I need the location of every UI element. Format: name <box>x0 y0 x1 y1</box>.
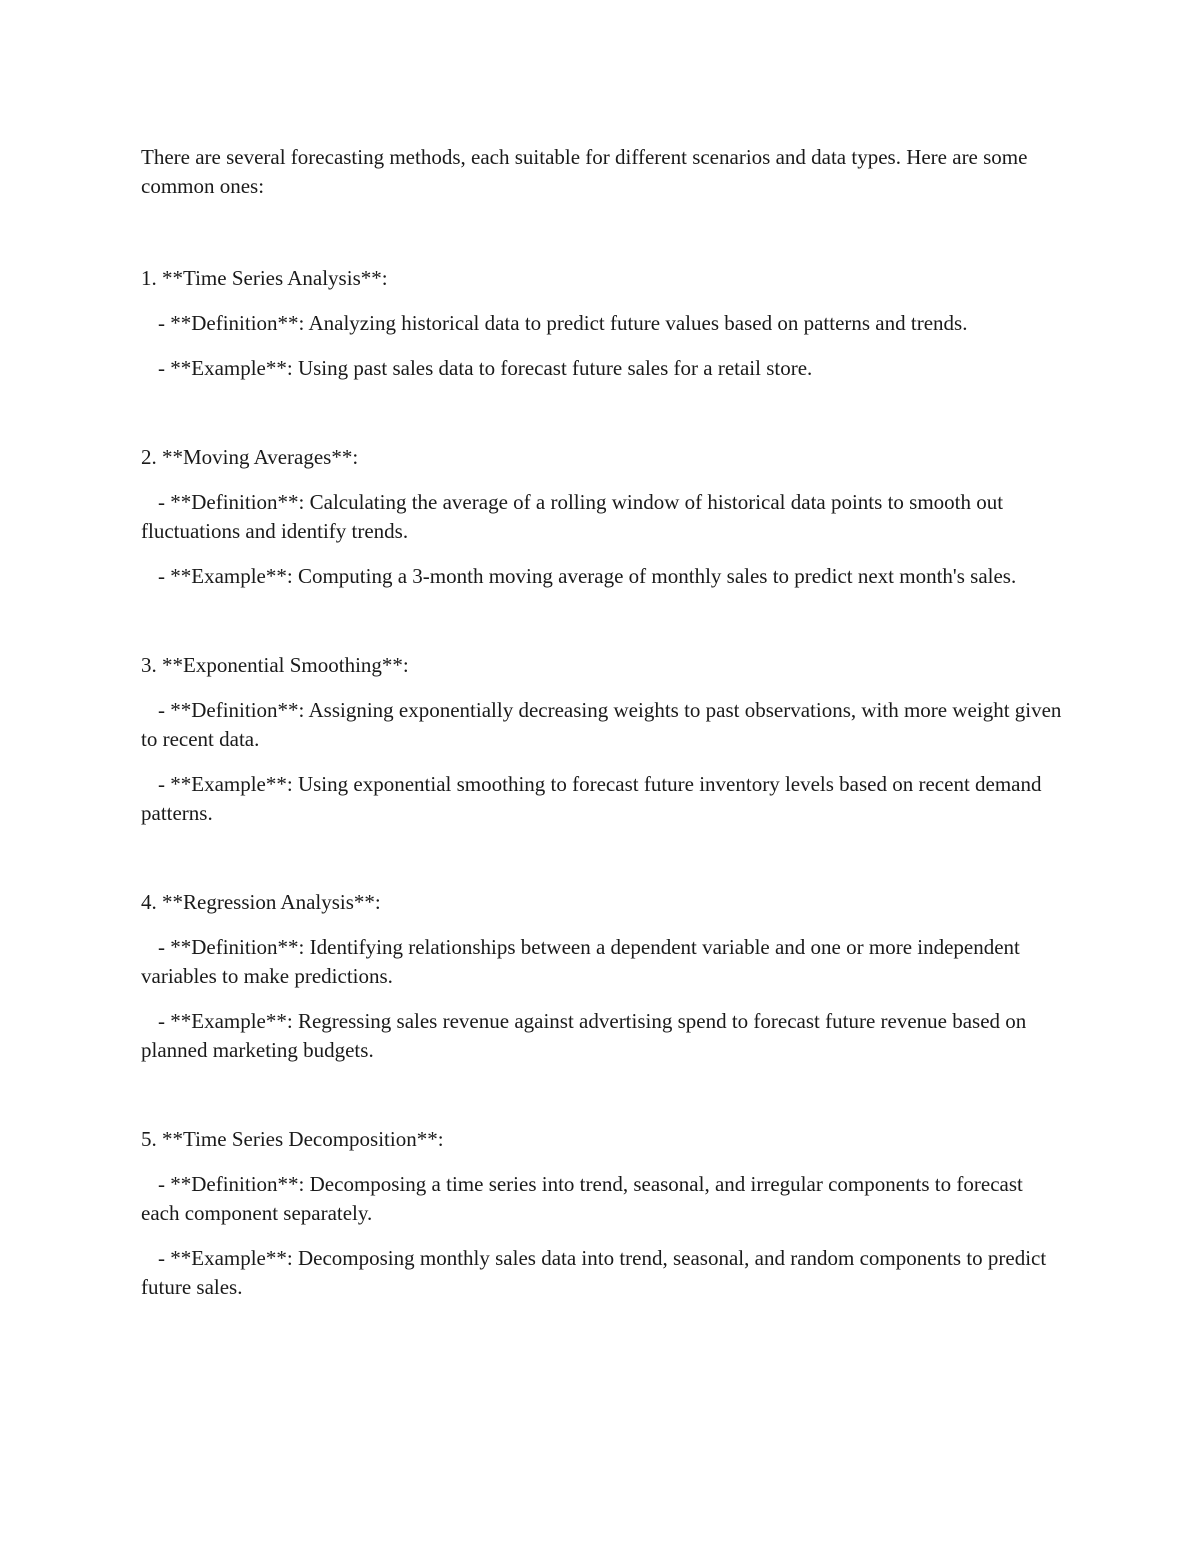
method-definition: - **Definition**: Assigning exponentially decreasing weights to past observations, with more weight given to recent data. <box>141 698 1062 751</box>
method-definition: - **Definition**: Decomposing a time series into trend, seasonal, and irregular components to forecast each component separately. <box>141 1172 1023 1225</box>
method-title: 3. **Exponential Smoothing**: <box>141 653 409 677</box>
document-body <box>141 143 1066 1302</box>
method-section-5 <box>141 1125 1066 1302</box>
method-example: - **Example**: Using exponential smoothing to forecast future inventory levels based on recent demand patterns. <box>141 772 1042 825</box>
method-example: - **Example**: Regressing sales revenue against advertising spend to forecast future revenue based on planned marketing budgets. <box>141 1009 1027 1062</box>
method-title: 5. **Time Series Decomposition**: <box>141 1127 444 1151</box>
method-example: - **Example**: Computing a 3-month moving average of monthly sales to predict next month's sales. <box>158 564 1017 588</box>
method-section-2 <box>141 443 1066 591</box>
method-example: - **Example**: Decomposing monthly sales data into trend, seasonal, and random components to predict future sales. <box>141 1246 1047 1299</box>
method-definition: - **Definition**: Calculating the average of a rolling window of historical data points to smooth out fluctuations and identify trends. <box>141 490 1004 543</box>
method-definition: - **Definition**: Analyzing historical data to predict future values based on patterns and trends. <box>158 311 968 335</box>
method-section-3 <box>141 651 1066 828</box>
method-section-4 <box>141 888 1066 1065</box>
method-definition: - **Definition**: Identifying relationships between a dependent variable and one or more independent variables to make predictions. <box>141 935 1020 988</box>
method-section-1 <box>141 264 1066 383</box>
method-title: 2. **Moving Averages**: <box>141 445 359 469</box>
intro-paragraph: There are several forecasting methods, each suitable for different scenarios and data types. Here are some common ones: <box>141 145 1028 198</box>
method-example: - **Example**: Using past sales data to forecast future sales for a retail store. <box>158 356 813 380</box>
method-title: 1. **Time Series Analysis**: <box>141 266 388 290</box>
method-title: 4. **Regression Analysis**: <box>141 890 381 914</box>
